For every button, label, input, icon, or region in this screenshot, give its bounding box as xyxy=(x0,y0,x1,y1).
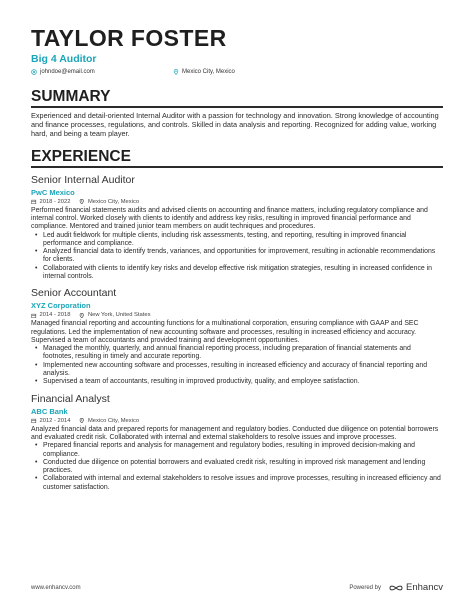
location-pin-icon xyxy=(79,418,85,424)
job-description: Managed financial reporting and accounting functions for a multinational corporation, ensuring compliance with GAAP and SEC regulations. Led the implementation of new accounting software and processes, resulting in increased efficiency and accuracy. Supervised a team of accountants and provided training and development opportunities. xyxy=(31,320,419,344)
brand-name: Enhancv xyxy=(406,582,443,593)
candidate-role: Big 4 Auditor xyxy=(31,53,97,65)
job-location xyxy=(79,311,150,319)
job-bullet: • Managed the monthly, quarterly, and annual financial reporting process, including preparation of financial statements and footnotes, resulting in timely and accurate reporting. xyxy=(43,345,443,362)
job-bullet: • Analyzed financial data to identify trends, variances, and opportunities for improvement, resulting in actionable recommendations for clients. xyxy=(43,248,443,265)
company-name: ABC Bank xyxy=(31,406,68,416)
calendar-icon xyxy=(31,418,37,424)
job-description: Analyzed financial data and prepared reports for management and regulatory bodies. Conducted due diligence on potential borrowers and evaluated credit risk. Collaborated with internal and external stakeholders to resolve issues and improve processes. xyxy=(31,425,439,441)
location-pin-icon xyxy=(79,199,85,205)
job-bullet: • Supervised a team of accountants, resulting in improved productivity, quality, and employee satisfaction. xyxy=(43,378,443,386)
contact-row xyxy=(31,68,443,76)
job-title: Financial Analyst xyxy=(31,392,110,405)
job-bullets xyxy=(31,442,443,492)
at-icon xyxy=(31,69,37,75)
job-bullets xyxy=(31,232,443,282)
footer-website-link[interactable]: www.enhancv.com xyxy=(31,584,81,591)
calendar-icon xyxy=(31,199,37,205)
company-name: XYZ Corporation xyxy=(31,301,91,311)
contact-location xyxy=(173,68,235,76)
job-bullets xyxy=(31,345,443,386)
summary-divider xyxy=(31,106,443,108)
contact-email[interactable] xyxy=(31,68,173,76)
candidate-name: TAYLOR FOSTER xyxy=(31,25,227,51)
job-location-text: Mexico City, Mexico xyxy=(87,198,140,205)
job-bullet: • Conducted due diligence on potential borrowers and evaluated credit risk, resulting in improved risk management and lending practices. xyxy=(43,459,443,476)
job-bullet: • Implemented new accounting software and processes, resulting in increased efficiency and accuracy of financial reporting and analysis. xyxy=(43,362,443,379)
calendar-icon xyxy=(31,313,37,319)
job-location xyxy=(79,198,139,206)
job-meta xyxy=(31,417,443,425)
job-dates-text: 2014 - 2018 xyxy=(39,312,71,319)
location-pin-icon xyxy=(79,313,85,319)
job-location-text: Mexico City, Mexico xyxy=(87,417,140,424)
job-entry xyxy=(31,393,443,492)
location-text: Mexico City, Mexico xyxy=(182,69,235,75)
company-name: PwC Mexico xyxy=(31,187,75,197)
job-description: Performed financial statements audits and advised clients on accounting and finance matters, including regulatory compliance and internal control. Worked closely with clients to identify and address key risks, resulting in improved financial performance and compliance. Mentored and trained junior team members on audit techniques and procedures. xyxy=(31,206,428,231)
powered-by xyxy=(349,582,443,593)
job-bullet: • Led audit fieldwork for multiple clients, including risk assessments, testing, and reporting, resulting in improved financial performance and compliance. xyxy=(43,232,443,249)
job-title: Senior Accountant xyxy=(31,287,117,300)
experience-divider xyxy=(31,166,443,168)
job-entry xyxy=(31,174,443,282)
brand-logo[interactable] xyxy=(389,582,443,593)
job-dates-text: 2018 - 2022 xyxy=(39,198,71,205)
job-location xyxy=(79,417,139,425)
summary-text: Experienced and detail-oriented Internal Auditor with a passion for technology and innovation. Strong knowledge of accounting and finance processes, regulations, and controls. Skilled in data analysis and reporting. Recognized for adding value, working hard, and being a team player. xyxy=(31,111,439,139)
summary-section xyxy=(31,88,443,139)
job-dates xyxy=(31,417,70,425)
job-location-text: New York, United States xyxy=(87,312,151,319)
experience-heading: EXPERIENCE xyxy=(31,147,131,165)
experience-section xyxy=(31,148,443,492)
email-text: johndoe@email.com xyxy=(40,69,95,75)
job-entry xyxy=(31,287,443,386)
job-meta xyxy=(31,198,443,206)
enhancv-logo-icon xyxy=(389,584,403,592)
job-title: Senior Internal Auditor xyxy=(31,173,135,186)
job-bullet: • Prepared financial reports and analysis for management and regulatory bodies, resulting in improved decision-making and compliance. xyxy=(43,442,443,459)
powered-by-label: Powered by xyxy=(349,584,382,591)
job-dates xyxy=(31,198,70,206)
summary-heading: SUMMARY xyxy=(31,88,111,105)
job-dates-text: 2012 - 2014 xyxy=(39,417,71,424)
page-footer xyxy=(31,582,443,593)
job-dates xyxy=(31,311,70,319)
job-meta xyxy=(31,311,443,319)
job-bullet: • Collaborated with clients to identify key risks and develop effective risk mitigation strategies, resulting in increased confidence in internal controls. xyxy=(43,265,443,282)
resume-page xyxy=(31,26,443,492)
location-pin-icon xyxy=(173,69,179,75)
job-bullet: • Collaborated with internal and external stakeholders to resolve issues and improve processes, resulting in increased efficiency and customer satisfaction. xyxy=(43,475,443,492)
